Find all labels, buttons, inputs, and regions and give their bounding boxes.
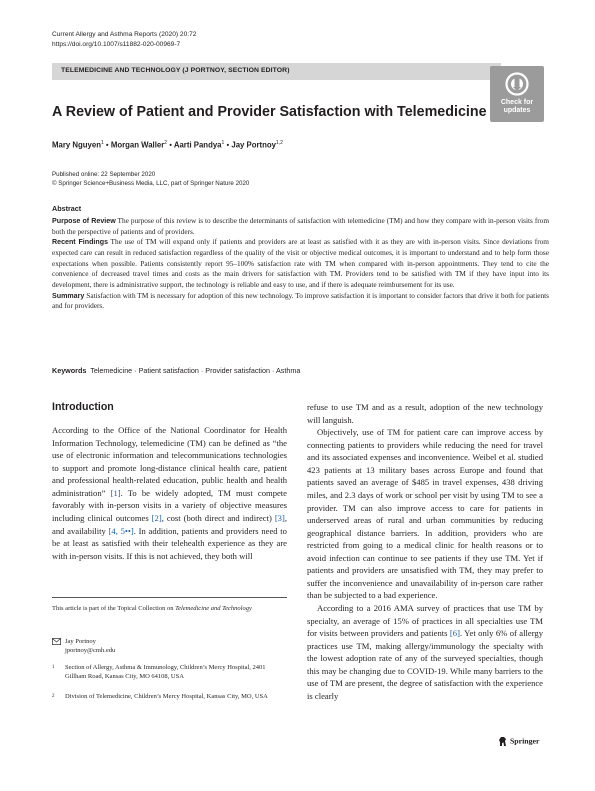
section-banner: [52, 63, 501, 80]
citation-link[interactable]: [4, 5••]: [108, 525, 134, 536]
author-affil-sup: 2: [164, 140, 168, 146]
journal-citation: Current Allergy and Asthma Reports (2020) 20:72: [52, 31, 197, 38]
findings-text: The use of TM will expand only if patients and providers are at least as satisfied with it as they are with in-person visits. Since deviations from expected care can result in reduced satisfaction regardless of the quality of the visit or objective medical outcomes, it is important to understand and to help form those expectations when possible. Patients consistently report 95–100% satisfaction rate with TM when compared with in-person appointments. They tend to cite the convenience of decreased travel times and costs as the main drivers for satisfaction with TM. Providers tend to be satisfied with TM if they have input into its development, there is administrative support, the technology is reliable and easy to use, and if there is adequate reimbursement for its use.: [52, 237, 549, 289]
citation-link[interactable]: [6]: [449, 628, 460, 639]
publisher-name: Springer: [509, 736, 540, 746]
author-name[interactable]: Morgan Waller: [110, 140, 165, 150]
author-list: [52, 140, 283, 150]
author-name[interactable]: Mary Nguyen: [52, 140, 101, 150]
body-paragraph: Objectively, use of TM for patient care can improve access by connecting patients to providers while reducing the need for travel and its associated expenses and inconvenience. Weibel et al. studied 423 patients at 13 military bases across Europe and found that patients saved an average of $485 in travel expenses, 438 driving miles, and 2.3 days of work or school per visit by using TM to see a provider. TM can also improve access to care for patients in underserved areas of rural and urban communities by reducing geographical distance barriers. In addition, providers who are restricted from going to a medical clinic for health reasons or to avoid infection can continue to see patients if they use TM. Yet if patients and providers are unsatisfied with TM, they may prefer to suffer the inconvenience and unavailability of in-person care rather than be subjected to a bad experience.: [307, 427, 543, 601]
body-column-left: [52, 424, 287, 562]
published-date: Published online: 22 September 2020: [52, 171, 156, 178]
citation-link[interactable]: [2]: [151, 512, 162, 523]
abstract-purpose: [52, 216, 549, 237]
abstract-heading: Abstract: [52, 204, 82, 213]
topical-collection-note: [52, 604, 287, 613]
crossmark-icon: [505, 72, 529, 96]
author-affil-sup: 1,2: [276, 140, 283, 146]
doi-link[interactable]: https://doi.org/10.1007/s11882-020-00969-7: [52, 40, 181, 48]
article-title: A Review of Patient and Provider Satisfaction with Telemedicine: [52, 104, 487, 120]
author-affil-sup: 1: [100, 140, 104, 146]
abstract-findings: [52, 237, 549, 290]
text-run: . In addition, patients and providers need to be at least as satisfied with their telehealth experience as they are with in-person visits. If this is not achieved, they both will: [52, 525, 287, 561]
findings-label: Recent Findings: [52, 238, 109, 247]
affiliation-number: 1: [52, 665, 55, 670]
envelope-icon: [52, 638, 61, 645]
text-run: According to the Office of the National Coordinator for Health Information Technology, telemedicine (TM) can be defined as “the use of electronic information and telecommunications technologies to support and promote long-distance clinical health care, patient and professional health-related education, public health and health administration”: [52, 425, 287, 498]
contact-email[interactable]: jportnoy@cmh.edu: [65, 647, 116, 654]
text-run: , cost (both direct and indirect): [161, 512, 275, 523]
body-paragraph: refuse to use TM and as a result, adoption of the new technology will languish.: [307, 402, 543, 425]
text-run: According to a 2016 AMA survey of practices that use TM by specialty, an average of 15% of practices in all specialties use TM for visits between providers and patients: [307, 603, 543, 639]
summary-text: Satisfaction with TM is necessary for adoption of this new technology. To improve satisfaction it is important to consider factors that drive it both for patients and for providers.: [52, 290, 549, 311]
journal-reference: [52, 30, 196, 49]
section-label: TELEMEDICINE AND TECHNOLOGY (J PORTNOY, SECTION EDITOR): [61, 67, 290, 74]
check-for-updates-badge[interactable]: [490, 66, 544, 122]
text-run: . Yet only 6% of allergy practices use TM, making allergy/immunology the specialty with the lowest adoption rate of any of the surveyed specialties, though this may be changing due to COVID-19. While many barriers to the use of TM are present, the degree of satisfaction with the experience is clearly: [307, 628, 543, 701]
publisher-logo: [498, 736, 539, 747]
author-separator: •: [169, 140, 172, 150]
affiliation-text: Section of Allergy, Asthma & Immunology, Children’s Mercy Hospital, 2401 Gillham Road, Kansas City, MO 64108, USA: [65, 664, 266, 680]
badge-line-2: updates: [503, 107, 531, 114]
purpose-label: Purpose of Review: [52, 217, 116, 225]
abstract-section: [52, 204, 549, 312]
text-run: . To be widely adopted, TM must compete favorably with in-person visits in a variety of objective measures including clinical outcomes: [52, 487, 288, 523]
keywords-line: [52, 366, 300, 375]
copyright-line: © Springer Science+Business Media, LLC, part of Springer Nature 2020: [52, 180, 250, 187]
citation-link[interactable]: [3]: [274, 512, 285, 523]
keywords-label: Keywords: [52, 366, 87, 375]
footnote-divider: [52, 597, 287, 598]
affiliation-number: 2: [52, 694, 55, 699]
keywords-list: Telemedicine · Patient satisfaction · Provider satisfaction · Asthma: [90, 366, 301, 375]
author-name[interactable]: Aarti Pandya: [173, 140, 222, 150]
corresponding-author: [52, 637, 287, 655]
introduction-heading: Introduction: [52, 401, 114, 413]
badge-line-1: Check for: [500, 99, 534, 106]
citation-link[interactable]: [1]: [110, 487, 121, 498]
author-separator: •: [226, 140, 230, 150]
body-paragraph: [307, 602, 543, 703]
publication-info: [52, 170, 249, 188]
author-separator: •: [105, 140, 109, 150]
contact-name: Jay Portnoy: [65, 638, 96, 645]
springer-horse-icon: [498, 736, 508, 747]
abstract-summary: [52, 291, 549, 312]
body-paragraph: [52, 424, 287, 562]
author-affil-sup: 1: [221, 140, 225, 146]
purpose-text: The purpose of this review is to describe the determinants of satisfaction with telemedicine (TM) and how they compare with in-person visits from both the perspective of patients and of providers.: [52, 216, 550, 236]
author-name[interactable]: Jay Portnoy: [231, 140, 277, 150]
collection-name[interactable]: Telemedicine and Technology: [175, 605, 252, 612]
body-column-right: [307, 401, 543, 703]
text-run: , and availability: [52, 512, 287, 536]
text-run: This article is part of the Topical Collection on: [52, 605, 176, 612]
summary-label: Summary: [52, 291, 85, 300]
affiliation-text: Division of Telemedicine, Children’s Mercy Hospital, Kansas City, MO, USA: [65, 693, 268, 700]
